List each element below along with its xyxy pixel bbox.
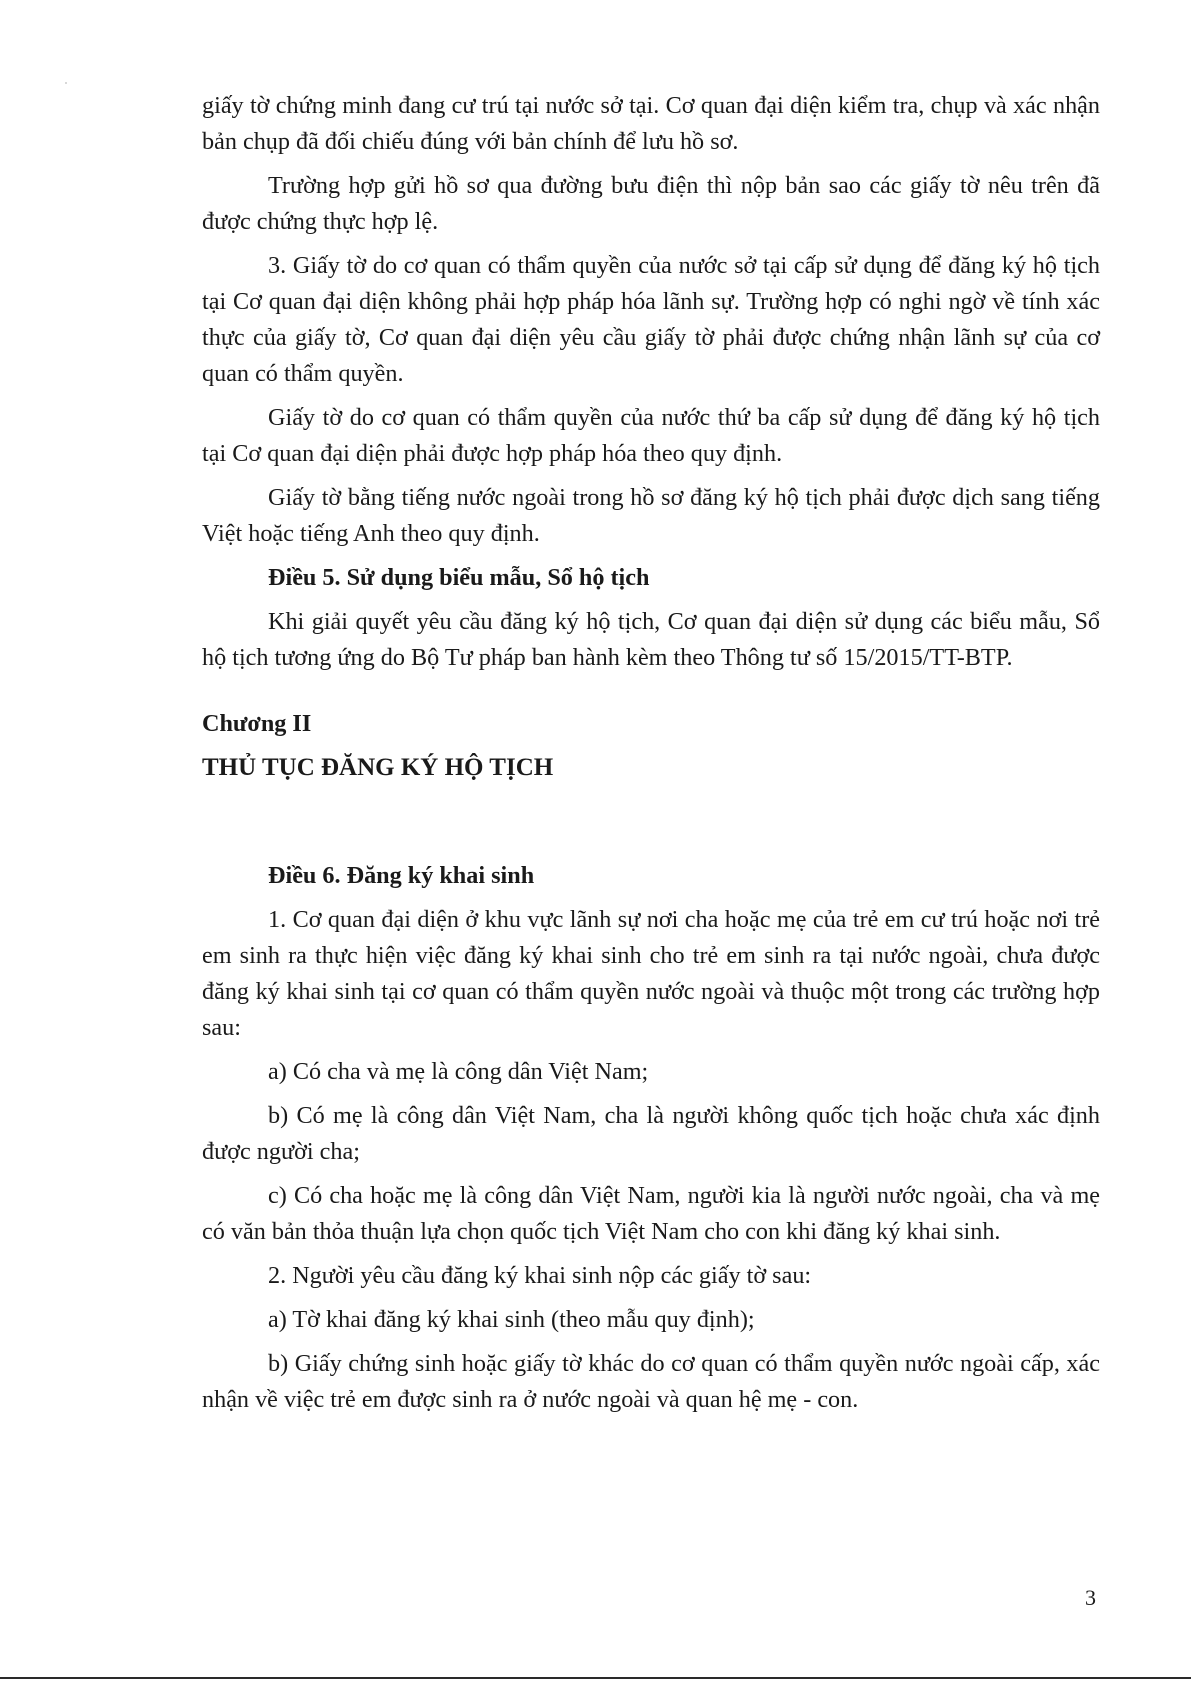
paragraph: a) Có cha và mẹ là công dân Việt Nam; (268, 1058, 649, 1085)
paragraph: Giấy tờ do cơ quan có thẩm quyền của nước thứ ba cấp sử dụng để đăng ký hộ tịch tại Cơ quan đại diện phải được hợp pháp hóa theo quy định. (202, 404, 1100, 467)
paragraph: 3. Giấy tờ do cơ quan có thẩm quyền của nước sở tại cấp sử dụng để đăng ký hộ tịch tại Cơ quan đại diện không phải hợp pháp hóa lãnh sự. Trường hợp có nghi ngờ về tính xác thực của giấy tờ, Cơ quan đại diện yêu cầu giấy tờ phải được chứng nhận lãnh sự của cơ quan có thẩm quyền. (202, 252, 1100, 387)
paragraph: a) Tờ khai đăng ký khai sinh (theo mẫu quy định); (268, 1306, 755, 1333)
page-number: 3 (1085, 1585, 1096, 1610)
paragraph: 2. Người yêu cầu đăng ký khai sinh nộp các giấy tờ sau: (268, 1262, 812, 1289)
body-text (202, 88, 1100, 1426)
paragraph: 1. Cơ quan đại diện ở khu vực lãnh sự nơi cha hoặc mẹ của trẻ em cư trú hoặc nơi trẻ em sinh ra thực hiện việc đăng ký khai sinh cho trẻ em sinh ra tại nước ngoài, chưa được đăng ký khai sinh tại cơ quan có thẩm quyền nước ngoài và thuộc một trong các trường hợp sau: (202, 906, 1100, 1041)
paragraph: b) Giấy chứng sinh hoặc giấy tờ khác do cơ quan có thẩm quyền nước ngoài cấp, xác nhận về việc trẻ em được sinh ra ở nước ngoài và quan hệ mẹ - con. (202, 1350, 1100, 1413)
article-heading: Điều 5. Sử dụng biểu mẫu, Sổ hộ tịch (268, 564, 650, 591)
chapter-number: Chương II (202, 710, 312, 737)
paragraph: Khi giải quyết yêu cầu đăng ký hộ tịch, Cơ quan đại diện sử dụng các biểu mẫu, Sổ hộ tịch tương ứng do Bộ Tư pháp ban hành kèm theo Thông tư số 15/2015/TT-BTP. (202, 608, 1100, 671)
paragraph: c) Có cha hoặc mẹ là công dân Việt Nam, người kia là người nước ngoài, cha và mẹ có văn bản thỏa thuận lựa chọn quốc tịch Việt Nam cho con khi đăng ký khai sinh. (202, 1182, 1100, 1245)
chapter-title: THỦ TỤC ĐĂNG KÝ HỘ TỊCH (202, 754, 554, 781)
scan-speck (65, 82, 67, 84)
paragraph: Trường hợp gửi hồ sơ qua đường bưu điện thì nộp bản sao các giấy tờ nêu trên đã được chứng thực hợp lệ. (202, 172, 1100, 235)
paragraph: b) Có mẹ là công dân Việt Nam, cha là người không quốc tịch hoặc chưa xác định được người cha; (202, 1102, 1100, 1165)
article-heading: Điều 6. Đăng ký khai sinh (268, 862, 535, 889)
paragraph: Giấy tờ bằng tiếng nước ngoài trong hồ sơ đăng ký hộ tịch phải được dịch sang tiếng Việt hoặc tiếng Anh theo quy định. (202, 484, 1100, 547)
paragraph: giấy tờ chứng minh đang cư trú tại nước sở tại. Cơ quan đại diện kiểm tra, chụp và xác nhận bản chụp đã đối chiếu đúng với bản chính để lưu hồ sơ. (202, 92, 1100, 155)
scan-bottom-edge (0, 1677, 1191, 1679)
